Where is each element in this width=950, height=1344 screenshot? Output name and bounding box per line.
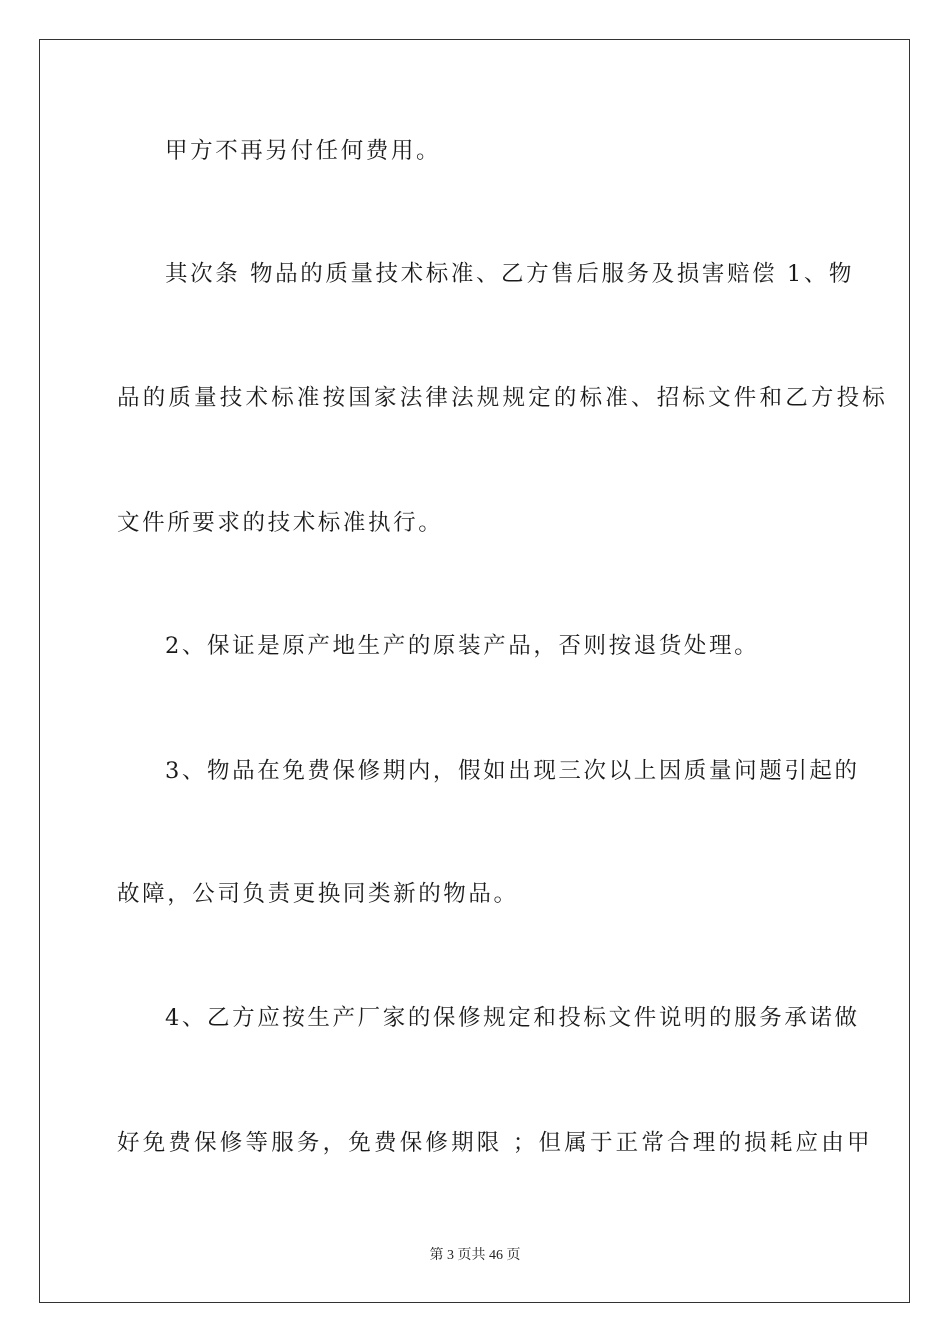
paragraph-line: 4、乙方应按生产厂家的保修规定和投标文件说明的服务承诺做 bbox=[165, 1005, 860, 1031]
page-border bbox=[39, 39, 910, 1303]
paragraph-line: 故障，公司负责更换同类新的物品。 bbox=[117, 881, 519, 907]
paragraph-line: 其次条 物品的质量技术标准、乙方售后服务及损害赔偿 1、物 bbox=[165, 261, 855, 287]
page-footer bbox=[0, 1246, 950, 1266]
page-total: 共 46 页 bbox=[471, 1248, 521, 1263]
page-number: 第 3 页 bbox=[429, 1248, 472, 1263]
paragraph-line: 好免费保修等服务，免费保修期限 ；但属于正常合理的损耗应由甲 bbox=[117, 1130, 873, 1156]
paragraph-line: 文件所要求的技术标准执行。 bbox=[117, 510, 444, 536]
paragraph-line: 3、物品在免费保修期内，假如出现三次以上因质量问题引起的 bbox=[165, 758, 860, 784]
paragraph-line: 品的质量技术标准按国家法律法规规定的标准、招标文件和乙方投标 bbox=[117, 385, 889, 411]
paragraph-line: 甲方不再另付任何费用。 bbox=[165, 138, 442, 164]
paragraph-line: 2、保证是原产地生产的原装产品，否则按退货处理。 bbox=[165, 633, 760, 659]
